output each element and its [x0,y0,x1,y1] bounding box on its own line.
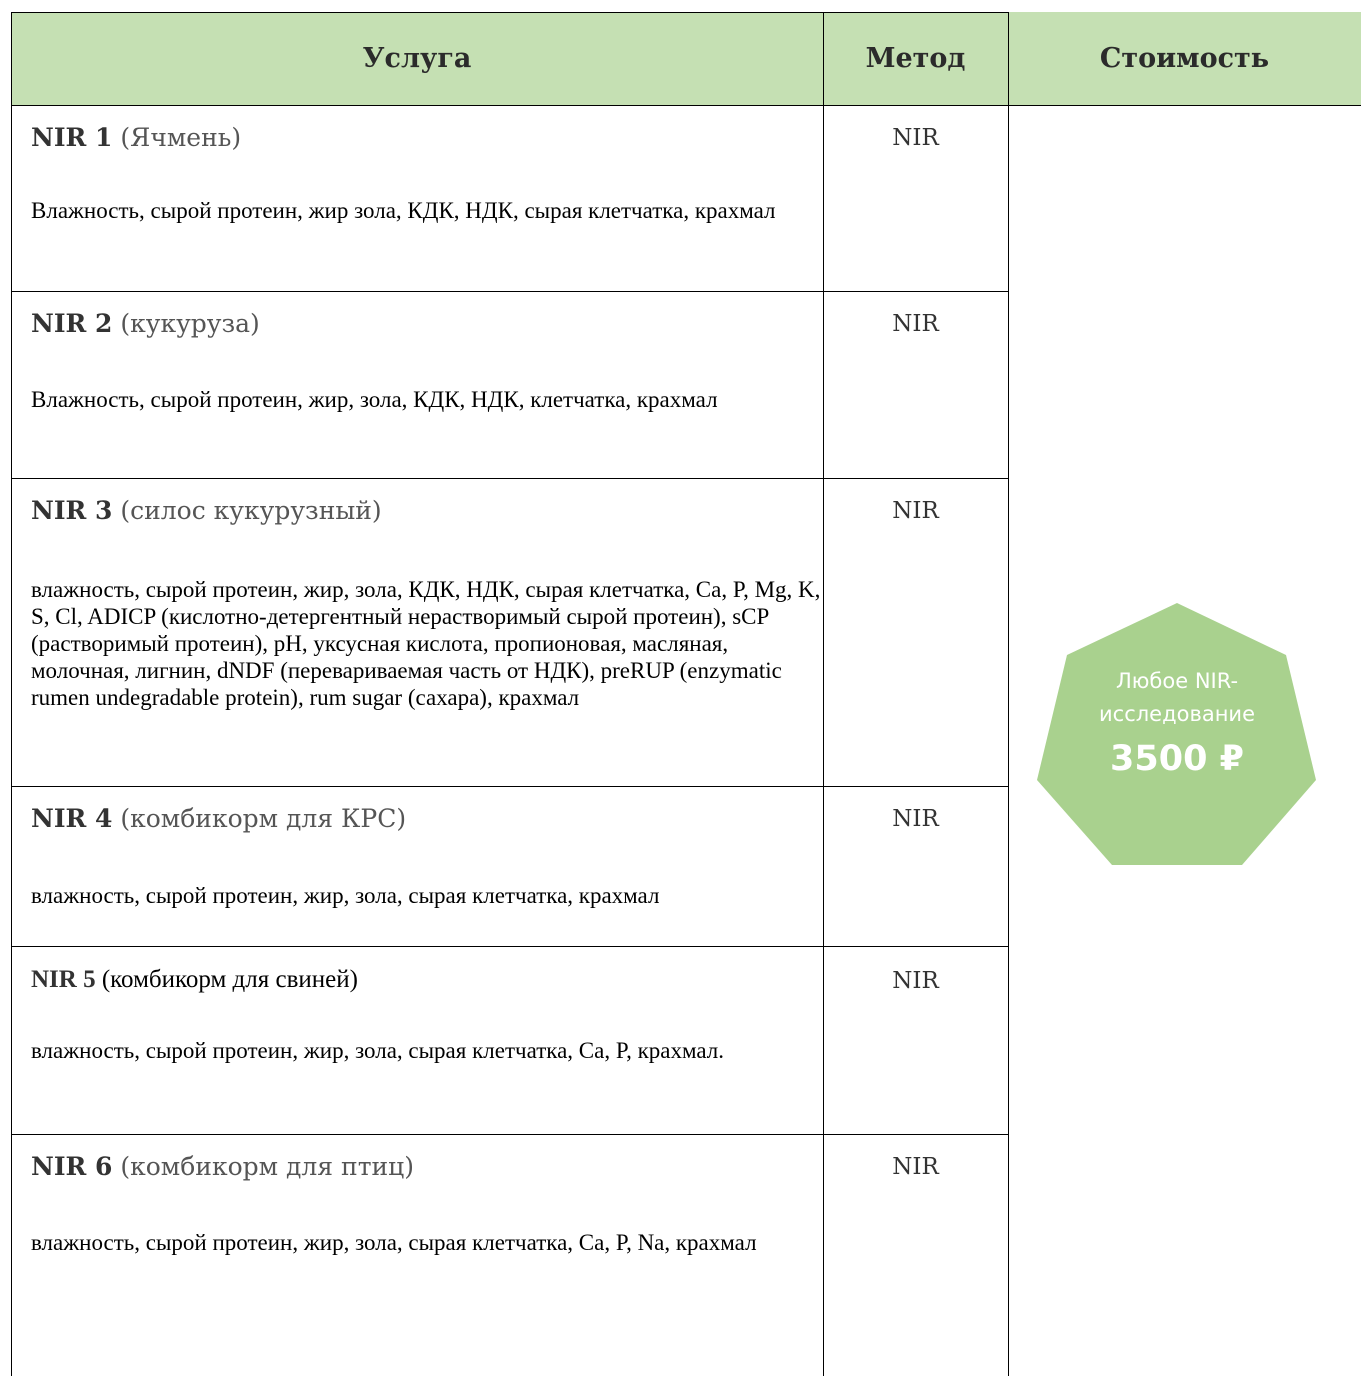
service-description: влажность, сырой протеин, жир, зола, сырая клетчатка, Ca, P, Na, крахмал [31,1230,757,1255]
table-border-top [11,12,1008,13]
service-description: Влажность, сырой протеин, жир зола, КДК, НДК, сырая клетчатка, крахмал [31,198,776,223]
method-cell: NIR [892,498,939,524]
header-divider [11,105,1361,106]
header-cost: Стоимость [1099,43,1270,74]
price-badge-text [1037,665,1317,785]
row-divider [11,786,1008,787]
service-subject: (комбикорм для свиней) [101,966,358,993]
service-code: NIR 5 [31,966,96,993]
service-description: влажность, сырой протеин, жир, зола, сырая клетчатка, Ca, P, крахмал. [31,1038,724,1063]
row-divider [11,478,1008,479]
service-title [31,804,406,833]
service-description: влажность, сырой протеин, жир, зола, сырая клетчатка, крахмал [31,883,660,908]
row-divider [11,1134,1008,1135]
service-title [31,309,260,338]
service-subject: (Ячмень) [120,123,242,152]
table-border-left [11,12,12,1376]
service-subject: (комбикорм для птиц) [120,1152,415,1181]
service-title [31,123,241,152]
row-divider [11,946,1008,947]
method-cell: NIR [892,968,939,994]
method-cell: NIR [892,1154,939,1180]
service-code: NIR 3 [31,496,113,525]
service-code: NIR 6 [31,1152,113,1181]
service-code: NIR 1 [31,123,113,152]
price-badge-line1: Любое NIR- [1115,669,1239,693]
row-divider [11,291,1008,292]
price-value: 3500 ₽ [1110,739,1244,779]
column-divider-cost [1008,12,1009,1376]
service-code: NIR 2 [31,309,113,338]
service-title [31,496,382,525]
service-subject: (силос кукурузный) [120,496,382,525]
service-description: влажность, сырой протеин, жир, зола, КДК, НДК, сырая клетчатка, Ca, P, Mg, K, S, Cl, ADICP (кислотно-детергентный нерастворимый сырой протеин), sCP (растворимый протеин), pH, уксусная кислота, пропионовая, масляная, молочная, лигнин, dNDF (перевариваемая часть от НДК), preRUP (enzymatic rumen undegradable protein), rum sugar (сахара), крахмал [31,577,821,710]
service-code: NIR 4 [31,804,113,833]
method-cell: NIR [892,311,939,337]
service-description: Влажность, сырой протеин, жир, зола, КДК, НДК, клетчатка, крахмал [31,387,718,412]
price-badge [1037,603,1317,865]
service-subject: (комбикорм для КРС) [120,804,407,833]
header-service: Услуга [362,43,472,74]
method-cell: NIR [892,806,939,832]
service-subject: (кукуруза) [120,309,260,338]
price-badge-line2: исследование [1099,702,1255,726]
service-title [31,966,358,994]
method-cell: NIR [892,125,939,151]
table-header [11,12,1361,105]
header-method: Метод [865,43,966,74]
service-title [31,1152,414,1181]
